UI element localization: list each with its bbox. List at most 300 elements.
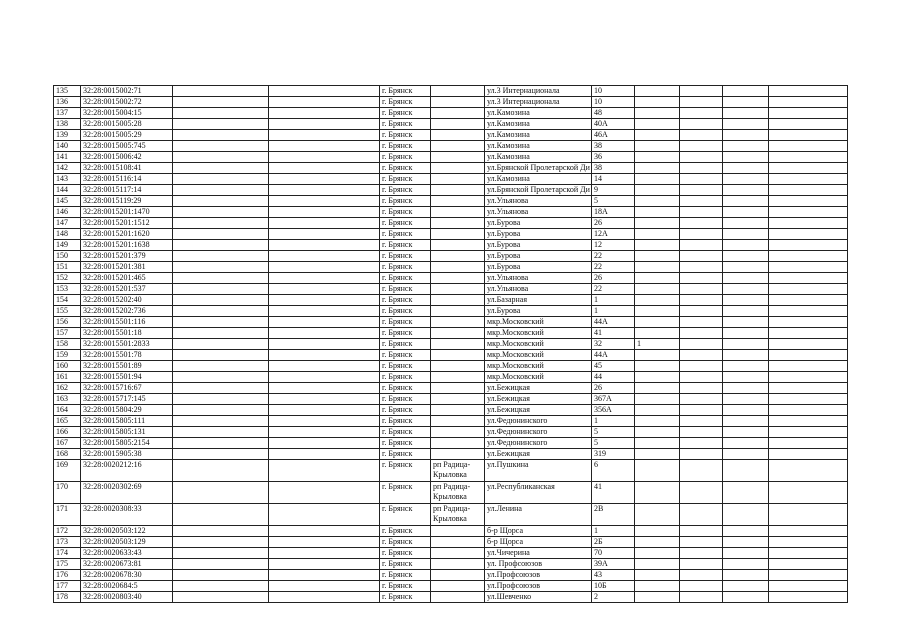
house-number-cell: 70 [592,548,635,559]
extra-cell [635,251,680,262]
empty-cell [680,317,723,328]
extra-cell [635,361,680,372]
row-number-cell: 151 [54,262,81,273]
street-cell: ул.Ульянова [485,207,592,218]
row-number-cell: 138 [54,119,81,130]
house-number-cell: 41 [592,328,635,339]
city-cell: г. Брянск [380,317,431,328]
street-cell: ул.Пушкина [485,460,592,482]
street-cell: б-р Щорса [485,537,592,548]
empty-cell [723,548,769,559]
empty-cell [769,86,848,97]
empty-cell [173,581,269,592]
extra-cell [635,273,680,284]
city-cell: г. Брянск [380,174,431,185]
house-number-cell: 22 [592,251,635,262]
empty-cell [269,229,380,240]
row-number-cell: 168 [54,449,81,460]
empty-cell [723,108,769,119]
row-number-cell: 155 [54,306,81,317]
empty-cell [269,504,380,526]
house-number-cell: 26 [592,218,635,229]
extra-cell [635,284,680,295]
empty-cell [173,306,269,317]
empty-cell [769,405,848,416]
extra-cell [635,405,680,416]
empty-cell [769,284,848,295]
empty-cell [173,284,269,295]
empty-cell [769,163,848,174]
empty-cell [173,295,269,306]
table-body [54,86,848,603]
table-row [54,328,848,339]
extra-cell [635,218,680,229]
empty-cell [173,537,269,548]
city-cell: г. Брянск [380,152,431,163]
city-cell: г. Брянск [380,108,431,119]
city-cell: г. Брянск [380,97,431,108]
cadastral-number-cell: 32:28:0020633:43 [81,548,173,559]
table-row [54,427,848,438]
table-row [54,185,848,196]
empty-cell [723,427,769,438]
empty-cell [769,185,848,196]
city-cell: г. Брянск [380,262,431,273]
empty-cell [769,152,848,163]
empty-cell [269,196,380,207]
locality-cell: рп Радица-Крыловка [431,482,485,504]
empty-cell [723,130,769,141]
table-row [54,482,848,504]
cadastral-number-cell: 32:28:0020503:122 [81,526,173,537]
empty-cell [173,372,269,383]
extra-cell [635,97,680,108]
empty-cell [173,438,269,449]
table-row [54,460,848,482]
table-row [54,108,848,119]
house-number-cell: 6 [592,460,635,482]
house-number-cell: 44 [592,372,635,383]
house-number-cell: 2 [592,592,635,603]
extra-cell [635,460,680,482]
house-number-cell: 40А [592,119,635,130]
table-row [54,383,848,394]
street-cell: ул.Бежицкая [485,394,592,405]
row-number-cell: 140 [54,141,81,152]
row-number-cell: 153 [54,284,81,295]
empty-cell [680,438,723,449]
city-cell: г. Брянск [380,306,431,317]
street-cell: ул.Камозина [485,141,592,152]
empty-cell [769,251,848,262]
extra-cell [635,383,680,394]
empty-cell [769,383,848,394]
empty-cell [269,273,380,284]
table-row [54,152,848,163]
table-row [54,207,848,218]
cadastral-number-cell: 32:28:0020684:5 [81,581,173,592]
row-number-cell: 158 [54,339,81,350]
city-cell: г. Брянск [380,504,431,526]
empty-cell [769,141,848,152]
street-cell: ул.Федюнинского [485,416,592,427]
empty-cell [680,581,723,592]
extra-cell [635,108,680,119]
row-number-cell: 156 [54,317,81,328]
locality-cell [431,383,485,394]
city-cell: г. Брянск [380,130,431,141]
street-cell: ул.Камозина [485,108,592,119]
empty-cell [680,449,723,460]
empty-cell [680,416,723,427]
row-number-cell: 144 [54,185,81,196]
empty-cell [269,130,380,141]
table-row [54,570,848,581]
cadastral-number-cell: 32:28:0015117:14 [81,185,173,196]
table-row [54,306,848,317]
cadastral-number-cell: 32:28:0015005:29 [81,130,173,141]
empty-cell [680,130,723,141]
city-cell: г. Брянск [380,427,431,438]
locality-cell [431,526,485,537]
empty-cell [173,361,269,372]
extra-cell [635,504,680,526]
extra-cell [635,581,680,592]
street-cell: мкр.Московский [485,350,592,361]
empty-cell [680,427,723,438]
row-number-cell: 175 [54,559,81,570]
street-cell: мкр.Московский [485,317,592,328]
empty-cell [723,218,769,229]
house-number-cell: 36 [592,152,635,163]
empty-cell [769,416,848,427]
empty-cell [723,449,769,460]
house-number-cell: 26 [592,273,635,284]
table-row [54,218,848,229]
empty-cell [680,229,723,240]
empty-cell [769,339,848,350]
house-number-cell: 10 [592,97,635,108]
empty-cell [173,592,269,603]
empty-cell [680,284,723,295]
empty-cell [173,240,269,251]
empty-cell [680,394,723,405]
row-number-cell: 145 [54,196,81,207]
cadastral-number-cell: 32:28:0020803:40 [81,592,173,603]
city-cell: г. Брянск [380,295,431,306]
empty-cell [769,196,848,207]
locality-cell [431,251,485,262]
empty-cell [680,339,723,350]
house-number-cell: 2В [592,504,635,526]
table-row [54,559,848,570]
empty-cell [723,581,769,592]
empty-cell [680,306,723,317]
empty-cell [173,273,269,284]
row-number-cell: 147 [54,218,81,229]
house-number-cell: 5 [592,196,635,207]
street-cell: ул.Бурова [485,240,592,251]
empty-cell [769,229,848,240]
cadastral-number-cell: 32:28:0015116:14 [81,174,173,185]
empty-cell [769,537,848,548]
empty-cell [769,504,848,526]
extra-cell [635,196,680,207]
empty-cell [173,174,269,185]
empty-cell [723,394,769,405]
cadastral-number-cell: 32:28:0020302:69 [81,482,173,504]
empty-cell [173,328,269,339]
empty-cell [680,273,723,284]
empty-cell [680,372,723,383]
table-row [54,548,848,559]
empty-cell [769,350,848,361]
empty-cell [680,163,723,174]
extra-cell [635,207,680,218]
locality-cell [431,295,485,306]
locality-cell [431,548,485,559]
street-cell: ул.Бурова [485,229,592,240]
empty-cell [269,350,380,361]
empty-cell [769,372,848,383]
row-number-cell: 172 [54,526,81,537]
city-cell: г. Брянск [380,383,431,394]
empty-cell [769,592,848,603]
extra-cell [635,130,680,141]
extra-cell [635,328,680,339]
locality-cell [431,229,485,240]
cadastral-number-cell: 32:28:0015005:28 [81,119,173,130]
extra-cell [635,174,680,185]
empty-cell [173,449,269,460]
house-number-cell: 14 [592,174,635,185]
empty-cell [173,141,269,152]
empty-cell [680,185,723,196]
empty-cell [680,537,723,548]
row-number-cell: 149 [54,240,81,251]
house-number-cell: 48 [592,108,635,119]
empty-cell [723,383,769,394]
house-number-cell: 38 [592,141,635,152]
locality-cell [431,416,485,427]
street-cell: ул.Федюнинского [485,438,592,449]
empty-cell [269,262,380,273]
empty-cell [269,581,380,592]
cadastral-number-cell: 32:28:0020212:16 [81,460,173,482]
empty-cell [769,559,848,570]
empty-cell [680,295,723,306]
empty-cell [680,592,723,603]
street-cell: ул.Профсоюзов [485,581,592,592]
empty-cell [769,119,848,130]
empty-cell [723,251,769,262]
city-cell: г. Брянск [380,449,431,460]
empty-cell [173,339,269,350]
empty-cell [269,174,380,185]
street-cell: ул.Камозина [485,152,592,163]
extra-cell [635,163,680,174]
locality-cell [431,372,485,383]
city-cell: г. Брянск [380,592,431,603]
empty-cell [769,328,848,339]
house-number-cell: 367А [592,394,635,405]
street-cell: мкр.Московский [485,328,592,339]
house-number-cell: 41 [592,482,635,504]
table-row [54,372,848,383]
city-cell: г. Брянск [380,526,431,537]
empty-cell [680,548,723,559]
street-cell: ул.Брянской Пролетарской Ди [485,185,592,196]
empty-cell [269,108,380,119]
locality-cell [431,306,485,317]
empty-cell [769,394,848,405]
empty-cell [680,251,723,262]
row-number-cell: 142 [54,163,81,174]
city-cell: г. Брянск [380,207,431,218]
house-number-cell: 10 [592,86,635,97]
street-cell: ул.Камозина [485,174,592,185]
empty-cell [269,97,380,108]
house-number-cell: 45 [592,361,635,372]
table-row [54,416,848,427]
empty-cell [723,361,769,372]
empty-cell [769,130,848,141]
table-row [54,141,848,152]
cadastral-number-cell: 32:28:0015201:1512 [81,218,173,229]
extra-cell [635,317,680,328]
empty-cell [269,218,380,229]
locality-cell [431,97,485,108]
locality-cell [431,449,485,460]
empty-cell [723,273,769,284]
empty-cell [680,570,723,581]
empty-cell [769,526,848,537]
city-cell: г. Брянск [380,339,431,350]
city-cell: г. Брянск [380,218,431,229]
empty-cell [173,163,269,174]
city-cell: г. Брянск [380,548,431,559]
house-number-cell: 5 [592,438,635,449]
house-number-cell: 2Б [592,537,635,548]
cadastral-number-cell: 32:28:0020308:33 [81,504,173,526]
locality-cell [431,361,485,372]
table-row [54,86,848,97]
extra-cell [635,350,680,361]
empty-cell [269,405,380,416]
empty-cell [723,559,769,570]
empty-cell [269,86,380,97]
locality-cell [431,108,485,119]
cadastral-number-cell: 32:28:0015202:736 [81,306,173,317]
cadastral-number-cell: 32:28:0020678:30 [81,570,173,581]
locality-cell [431,218,485,229]
city-cell: г. Брянск [380,394,431,405]
city-cell: г. Брянск [380,482,431,504]
locality-cell [431,592,485,603]
row-number-cell: 164 [54,405,81,416]
city-cell: г. Брянск [380,196,431,207]
empty-cell [173,559,269,570]
street-cell: ул.Базарная [485,295,592,306]
city-cell: г. Брянск [380,284,431,295]
extra-cell [635,240,680,251]
empty-cell [769,218,848,229]
row-number-cell: 171 [54,504,81,526]
city-cell: г. Брянск [380,416,431,427]
empty-cell [269,361,380,372]
empty-cell [173,218,269,229]
city-cell: г. Брянск [380,240,431,251]
house-number-cell: 12А [592,229,635,240]
empty-cell [269,328,380,339]
empty-cell [173,152,269,163]
empty-cell [723,317,769,328]
empty-cell [173,86,269,97]
locality-cell [431,174,485,185]
empty-cell [769,306,848,317]
street-cell: ул.3 Интернационала [485,86,592,97]
empty-cell [269,163,380,174]
empty-cell [173,548,269,559]
extra-cell [635,119,680,130]
empty-cell [269,449,380,460]
locality-cell [431,207,485,218]
locality-cell [431,328,485,339]
house-number-cell: 38 [592,163,635,174]
table-row [54,130,848,141]
empty-cell [680,240,723,251]
empty-cell [723,438,769,449]
empty-cell [723,229,769,240]
table-row [54,526,848,537]
table-row [54,449,848,460]
house-number-cell: 10Б [592,581,635,592]
row-number-cell: 154 [54,295,81,306]
table-row [54,537,848,548]
empty-cell [269,240,380,251]
empty-cell [680,504,723,526]
table-row [54,97,848,108]
row-number-cell: 141 [54,152,81,163]
empty-cell [723,174,769,185]
house-number-cell: 1 [592,416,635,427]
locality-cell [431,537,485,548]
house-number-cell: 18А [592,207,635,218]
empty-cell [723,416,769,427]
house-number-cell: 26 [592,383,635,394]
row-number-cell: 135 [54,86,81,97]
table-row [54,174,848,185]
empty-cell [680,526,723,537]
extra-cell [635,570,680,581]
empty-cell [173,394,269,405]
empty-cell [680,196,723,207]
empty-cell [723,504,769,526]
empty-cell [769,317,848,328]
table-row [54,339,848,350]
house-number-cell: 356А [592,405,635,416]
table-row [54,262,848,273]
city-cell: г. Брянск [380,86,431,97]
locality-cell [431,130,485,141]
house-number-cell: 1 [592,295,635,306]
locality-cell [431,427,485,438]
empty-cell [723,537,769,548]
house-number-cell: 22 [592,262,635,273]
empty-cell [173,416,269,427]
empty-cell [680,218,723,229]
street-cell: ул.Ульянова [485,273,592,284]
